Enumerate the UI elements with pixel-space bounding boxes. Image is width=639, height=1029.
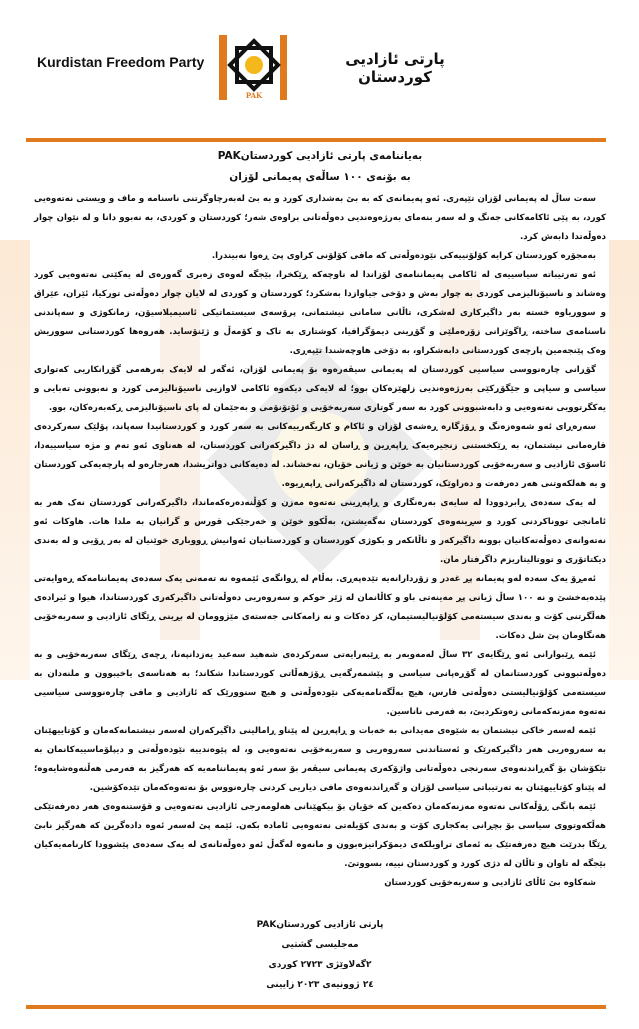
footer-divider — [26, 1005, 606, 1009]
paragraph: ئێمە بانگی ڕۆڵەکانی نەتەوە مەزنەکەمان دەکەین کە خۆیان بۆ بیکهێنانی هەلومەرجی ئازادیی نەتەوەیی و قۆستنەوەی هەر دەرفەتێکی هەڵکەوتووی سیاسی بۆ بچڕانی یەکجاری کۆت و بەندی کۆیلەتی نەتەوەیی ئامادە بکەن. ئێمە پێ لەسەر ئەوە دادەگرین کە هەرگیز نابێ ڕێگا بدرێت هیچ دەرفەتێک بە ئەمای تراویلکەی دیمۆکراتیزەبوون و مانەوە لەگەڵ ئەو دەوڵەتانەی لە یەک سەدەی پێشوودا کارنامەیەکیان بێجگە لە تاوان و تاڵان لە دژی کورد و کوردستان نییە، بسووتێ. — [34, 802, 606, 869]
paragraph: گۆڕانی چارەنووسی سیاسیی کوردستان لە پەیمانی سیڤەرەوە بۆ پەیمانی لۆزان، ئەگەر لە لایەک بەرهەمی گۆڕانکاریی کەتواری سیاسی و سیاپی و جێگۆڕکێی بەرژەوەندیی زلهێزەکان بوو؛ لە لایەکی دیکەوە ئاکامی لاوازیی ناسیۆنالیزمی کورد و نەبوونی تەبایی و یەکگرتوویی نەتەوەیی و دابەشبوونی کورد بە سەر گوتاری سەربەخۆیی و ئۆتۆنۆمی و بەجێمان لە پای ناسیۆنالیزمی ڕکەبەرەکان، بوو. — [34, 365, 606, 413]
paragraph: ئەو تەرتیباتە سیاسییەی لە ئاکامی پەیماننامەی لۆزاندا لە ناوچەکە ڕێکخرا، بێجگە لەوەی زەبری گەورەی لە یەکێتی نەتەوەیی کورد وەشاند و ناسیۆنالیزمی کوردی بە چوار بەش و دۆخی جیاوازدا بەشکرد؛ کوردستان و کوردی لە لایان چوار دەوڵەتی تورکیا، ئێران، عێراق و سووریاوە خستە بەر داگیرکاری لەشکری، تاڵانی سامانی نیشتمانی، پرۆسەی سیستماتیکی ئاسیمیلاسیۆن، زمانکوژی و سەپاندنی ناسنامەی ساختە، ڕاگوێزانی زۆرەملێی و گۆڕینی دیمۆگرافیا، کوشتاری بە تاک و کۆمەڵ و ژێنۆساید. هەروەها کوردستانی سووریش وەک پێنجەمین پارچەی کوردستانی دابەشکراو، بە دۆخی هاوچەشندا تێپەڕی. — [34, 270, 606, 356]
signature-block — [34, 915, 606, 995]
paragraph: ئێمە ڕێبوارانی ئەو ڕێگایەی ٣٢ ساڵ لەمەوبەر بە ڕێبەرایەتی سەرکردەی شەهید سەعید یەزدانپەنا، ڕچەی ڕێگای سەربەخۆیی و بە دەوڵەتبوونی کوردستانمان لە گۆڕەپانی سیاسی و پێشمەرگەیی ڕۆژهەڵاتی کوردستاندا شکاند؛ بە هەناسەی یاخیبوون و ملنەدان بە سیستەمی کۆلۆنیالیستی دەوڵەتی فارس، هیچ بەڵگەنامەیەکی نێودەوڵەتی و هیچ سنوورێک کە ئازادیی و مافی چارەنووسی سیاسیی نەتەوە مەزنەکەمانی زەوتکردبێ، بە فەرمی ناناسین. — [34, 650, 606, 717]
statement-content — [0, 142, 639, 995]
statement-body — [34, 190, 606, 893]
masthead — [0, 0, 639, 142]
date-gregorian: ٢٤ ژوونیەی ٢٠٢٣ زایینی — [266, 980, 374, 990]
paragraph: سەت ساڵ لە پەیمانی لۆزان تێپەری. ئەو پەیمانەی کە بە بێ بەشداری کورد و بە بێ لەبەرچاوگرتنی ناسنامە و ماف و ویستی نەتەوەیی کورد، بە پێی ئاکامەکانی جەنگ و لە سەر بنەمای بەرژەوەندیی دەوڵەتانی براوەی شەر؛ کوردستان و کوردی، بە نەبوو دانا و لە نێوان چوار دەوڵەتدا دابەش کرد. — [34, 194, 606, 242]
closing-slogan: شەکاوە بێ ئاڵای ئازادیی و سەربەخۆیی کوردستان — [384, 878, 596, 888]
statement-subtitle: بە بۆنەی ١٠٠ ساڵەی پەیمانی لۆزان — [229, 171, 411, 183]
paragraph: بەمجۆرە کوردستان کرایە کۆلۆنییەکی نێودەوڵەتی کە مافی کۆلۆنی کراوی پێ ڕەوا نەبیندرا. — [211, 251, 596, 261]
signature-body: مەجلیسی گشتیی — [281, 940, 359, 950]
signature-org: پارتی ئازادیی کوردستانPAK — [256, 920, 384, 930]
paragraph: سەرەڕای ئەو شەوەزەنگ و ڕۆژگارە ڕەشەی لۆزان و ئاکام و کاریگەرییەکانی بە سەر کورد و کوردستانیدا سەپاند، پۆلێک سەرکردەی قارەمانی نیشتمان، بە ڕێکخستنی زنجیرەیەک ڕاپەڕین و ڕاسان لە دژ داگیرکەرانی کوردستان، لە هەناوی ئەو تەم و مژە سیاسییەدا، ئاسۆی ئازادیی و سەربەخۆیی کوردستانیان بە خوێن و ژیانی خۆیان، نەخشاند. لە دەیەکانی دواتریشدا، هەرجارەو لە پارچەیەکی کوردستان و بە هەلکەوتنی هەر دەرفەت و دەراوێک، کوردستان لە داگیرکەرانی ڕاپەڕیوە. — [34, 422, 606, 489]
english-party-name: Kurdistan Freedom Party — [37, 54, 205, 70]
logo-text: PAK — [245, 91, 263, 100]
paragraph: لە یەک سەدەی ڕابردوودا لە سایەی بەرەنگاری و ڕاپەڕینی نەتەوە مەزن و کۆڵنەدەرەکەماندا، داگیرکەرانی کوردستان نەک هەر بە ئامانجی تووناکردنی کورد و سڕینەوەی کوردستان نەگەیشتن، بەڵکوو خوێن و خەرجێکی قورس و گرانیان بە ملدا هات. هاوکات ئەو نەتەوانەی دەوڵەتەکانیان بوونە داگیرکەر و تاڵانکەر و بکوژی کوردستان و کوردستانیان ئەوانیش ڕووباری خوێنیان لە بەر ڕۆیی و لە بەندی دیکتاتۆری و تووتالیتاریزم داگرفتار مان. — [34, 498, 606, 565]
paragraph: ئەمڕۆ یەک سەدە لەو پەیمانە پڕ غەدر و زۆردارانەیە تێدەپەڕی. بەڵام لە ڕوانگەی ئێمەوە نە تەمەنی یەک سەدەی پەیماننامەکە ڕەوایەتی پێدەبەخشێ و نە ١٠٠ ساڵ ژیانی پڕ مەینەتی باو و کاڵانمان لە ژێر حوکم و سەروەریی دەوڵەتانی داگیرکەری کوردستاندا، هیوا و ئیرادەی هەڵگرتنی کۆت و بەندی سیستەمی کۆلۆنیالیستیمان، کز دەکات و نە زامەکانی جەستەی مێژوومان لە بڕینی ڕێگای ئازادیی و سەربەخۆیی هەنگاومان پێ شل دەکات. — [34, 574, 606, 641]
party-logo — [216, 34, 292, 102]
statement-title: بەیاننامەی پارتی ئازادیی کوردستانPAK — [217, 150, 423, 162]
paragraph: ئێمە لەسەر خاکی نیشتمان بە شێوەی مەیدانی بە خەبات و ڕاپەڕین لە پێناو ڕامالینی داگیرکەران لەسەر نیشتمانەکەمان و کۆتاییهێنان بە سەروەریی هەر داگیرکەرێک و ئەستاندنی سەروەریی و سەربەخۆیی نەتەوەیی و، لە پێوەندییە نێودەوڵەتی و دیپلۆماسییەکانمان بە تێکۆشان بۆ گەڕاندنەوەی سەرنجی دەوڵەتانی واژۆکەری پەیمانی سیڤەر بۆ سەر ئەو پەیماننامەیە کە هەرگیز بە فەرمی هەڵنەوەشایەوە؛ لە پێناو کۆتاییهێنان بە تەرتیباتی سیاسی لۆزان و گەڕاندنەوەی مافی دیاریی کردنی چارەنووس بۆ نەتەوەکەمان تێدەکۆشین. — [34, 726, 606, 793]
date-kurdish: ٢گەلاوێژی ٢٧٢٣ کوردی — [268, 960, 372, 970]
kurdish-party-name: پارتی ئازادیی کوردستان — [345, 50, 445, 86]
